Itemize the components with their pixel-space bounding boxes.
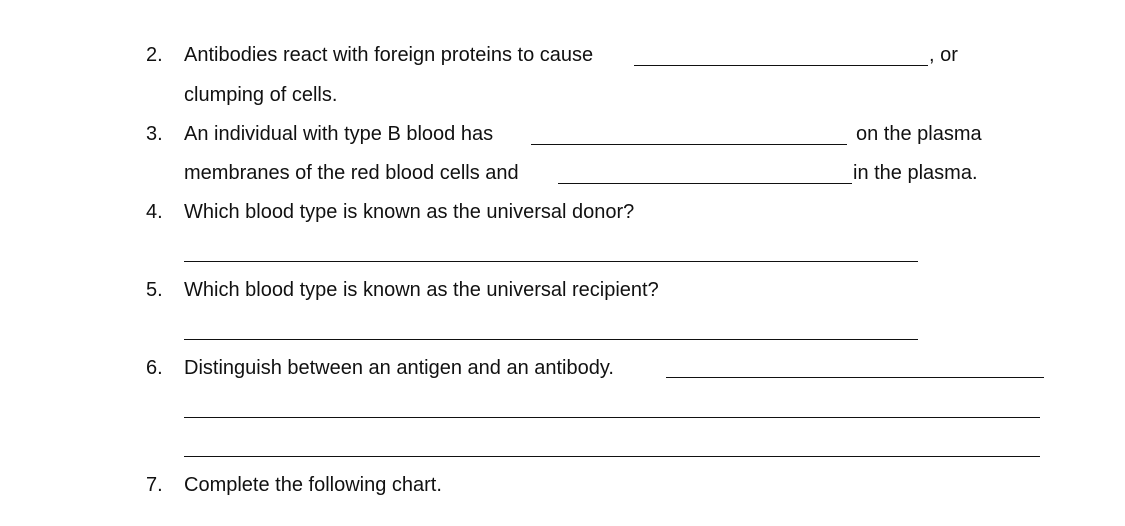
- question-5-answer-blank[interactable]: [184, 339, 918, 340]
- question-6-answer-blank-2[interactable]: [184, 417, 1040, 418]
- question-3-answer-blank-2[interactable]: [558, 183, 852, 184]
- question-3-text-after-blank: on the plasma: [856, 123, 982, 145]
- question-6-text: Distinguish between an antigen and an antibody.: [184, 357, 614, 379]
- question-4-text: Which blood type is known as the universal donor?: [184, 201, 635, 223]
- question-6-number: 6.: [146, 357, 163, 379]
- question-2-continuation: clumping of cells.: [184, 84, 338, 106]
- question-3-continuation-after-blank: in the plasma.: [853, 162, 978, 184]
- question-2-text: Antibodies react with foreign proteins to cause: [184, 44, 594, 66]
- question-5-text: Which blood type is known as the universal recipient?: [184, 279, 659, 301]
- question-4-number: 4.: [146, 201, 163, 223]
- question-3-continuation: membranes of the red blood cells and: [184, 162, 519, 184]
- question-7-number: 7.: [146, 474, 163, 496]
- question-6-answer-blank-1[interactable]: [666, 377, 1044, 378]
- question-2-number: 2.: [146, 44, 163, 66]
- question-3-number: 3.: [146, 123, 163, 145]
- question-7-text: Complete the following chart.: [184, 474, 442, 496]
- question-2-answer-blank[interactable]: [634, 65, 928, 66]
- question-3-answer-blank-1[interactable]: [531, 144, 847, 145]
- question-3-text: An individual with type B blood has: [184, 123, 494, 145]
- question-6-answer-blank-3[interactable]: [184, 456, 1040, 457]
- question-4-answer-blank[interactable]: [184, 261, 918, 262]
- question-5-number: 5.: [146, 279, 163, 301]
- question-2-text-after-blank: , or: [929, 44, 958, 66]
